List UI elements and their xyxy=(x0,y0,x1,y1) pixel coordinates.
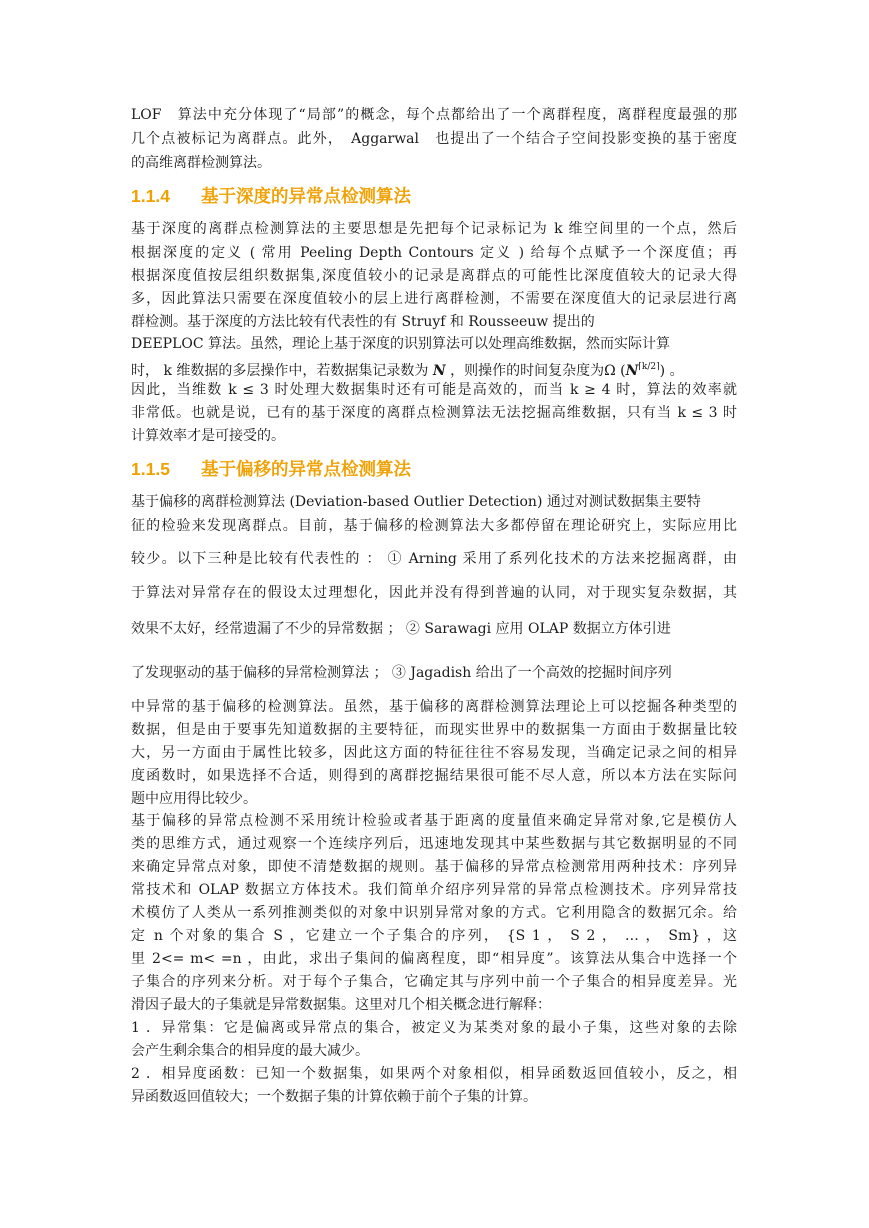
text-line-complexity xyxy=(131,357,684,377)
math-n: N xyxy=(432,363,446,379)
section-number: 1.1.4 xyxy=(131,186,170,206)
text-line: 征的检验来发现离群点。目前，基于偏移的检测算法大多都停留在理论研究上，实际应用比 xyxy=(131,518,737,534)
text-line: 会产生剩余集合的相异度的最大减少。 xyxy=(131,1043,369,1059)
text-line: 异函数返回值较大；一个数据子集的计算依赖于前个子集的计算。 xyxy=(131,1089,537,1105)
section-heading-1-1-5 xyxy=(131,457,411,481)
section-title: 基于深度的异常点检测算法 xyxy=(201,186,411,206)
text-line: LOF 算法中充分体现了“局部”的概念，每个点都给出了一个离群程度，离群程度最强的那 xyxy=(131,107,737,123)
text-line: 滑因子最大的子集就是异常数据集。这里对几个相关概念进行解释： xyxy=(131,997,551,1013)
text-line: 根据深度的定义 ( 常用 Peeling Depth Contours 定义 ) 给每个点赋予一个深度值；再 xyxy=(131,245,737,261)
text-line: 中异常的基于偏移的检测算法。虽然，基于偏移的离群检测算法理论上可以挖掘各种类型的 xyxy=(131,699,737,715)
text-line: 计算效率才是可接受的。 xyxy=(131,428,285,444)
text-line: 基于深度的离群点检测算法的主要思想是先把每个记录标记为 k 维空间里的一个点，然后 xyxy=(131,221,737,237)
section-title: 基于偏移的异常点检测算法 xyxy=(201,459,411,479)
text-line: 非常低。也就是说，已有的基于深度的离群点检测算法无法挖掘高维数据，只有当 k ≤ 3 时 xyxy=(131,405,737,421)
text-line: 的高维离群检测算法。 xyxy=(131,155,271,171)
text-line: 根据深度值按层组织数据集,深度值较小的记录是离群点的可能性比深度值较大的记录大得 xyxy=(131,268,737,284)
text-line: 因此，当维数 k ≤ 3 时处理大数据集时还有可能是高效的，而当 k ≥ 4 时，算法的效率就 xyxy=(131,382,737,398)
text-line: 1 ．异常集：它是偏离或异常点的集合，被定义为某类对象的最小子集，这些对象的去除 xyxy=(131,1020,737,1036)
section-number: 1.1.5 xyxy=(131,459,170,479)
text-line: 定 n 个对象的集合 S ，它建立一个子集合的序列， {S 1 ， S 2 ， … ， Sm} ，这 xyxy=(131,928,737,944)
text-line: 度函数时，如果选择不合适，则得到的离群挖掘结果很可能不尽人意，所以本方法在实际问 xyxy=(131,768,737,784)
text-line: DEEPLOC 算法。虽然，理论上基于深度的识别算法可以处理高维数据，然而实际计算 xyxy=(131,336,671,352)
text-line: 题中应用得比较少。 xyxy=(131,791,257,807)
text-line: 几个点被标记为离群点。此外， Aggarwal 也提出了一个结合子空间投影变换的基于密度 xyxy=(131,131,737,147)
math-n: N xyxy=(625,363,639,379)
text-line: 里 2<= m< =n ，由此，求出子集间的偏离程度，即“相异度”。该算法从集合中选择一个 xyxy=(131,951,737,967)
text-line: 于算法对异常存在的假设太过理想化，因此并没有得到普遍的认同，对于现实复杂数据，其 xyxy=(131,585,737,601)
text-line: 基于偏移的异常点检测不采用统计检验或者基于距离的度量值来确定异常对象,它是模仿人 xyxy=(131,813,737,829)
text-fragment: ，则操作的时间复杂度为Ω ( xyxy=(445,363,626,379)
text-line: 较少。以下三种是比较有代表性的 ： ① Arning 采用了系列化技术的方法来挖掘离群，由 xyxy=(131,551,737,567)
text-line: 群检测。基于深度的方法比较有代表性的有 Struyf 和 Rousseeuw 提出的 xyxy=(131,314,595,330)
text-line: 多，因此算法只需要在深度值较小的层上进行离群检测，不需要在深度值大的记录层进行离 xyxy=(131,291,737,307)
text-line: 常技术和 OLAP 数据立方体技术。我们简单介绍序列异常的异常点检测技术。序列异常技 xyxy=(131,882,737,898)
text-line: 2 ．相异度函数：已知一个数据集，如果两个对象相似，相异函数返回值较小，反之，相 xyxy=(131,1066,737,1082)
text-line: 子集合的序列来分析。对于每个子集合，它确定其与序列中前一个子集合的相异度差异。光 xyxy=(131,974,737,990)
text-line: 类的思维方式，通过观察一个连续序列后，迅速地发现其中某些数据与其它数据明显的不同 xyxy=(131,836,737,852)
text-line: 来确定异常点对象，即使不清楚数据的规则。基于偏移的异常点检测常用两种技术：序列异 xyxy=(131,859,737,875)
text-line: 效果不太好，经常遗漏了不少的异常数据 ； ② Sarawagi 应用 OLAP 数据立方体引进 xyxy=(131,621,671,637)
text-line: 数据，但是由于要事先知道数据的主要特征，而现实世界中的数据集一方面由于数据量比较 xyxy=(131,722,737,738)
text-line: 术模仿了人类从一系列推测类似的对象中识别异常对象的方式。它利用隐含的数据冗余。给 xyxy=(131,905,737,921)
text-fragment: ) 。 xyxy=(659,363,684,379)
text-fragment: 时， k 维数据的多层操作中，若数据集记录数为 xyxy=(131,363,433,379)
exponent: ⌈k/2⌉ xyxy=(638,362,660,372)
text-line: 大，另一方面由于属性比较多，因此这方面的特征往往不容易发现，当确定记录之间的相异 xyxy=(131,745,737,761)
text-line: 基于偏移的离群检测算法 (Deviation-based Outlier Detection) 通过对测试数据集主要特 xyxy=(131,494,701,510)
text-line: 了发现驱动的基于偏移的异常检测算法 ； ③ Jagadish 给出了一个高效的挖掘时间序列 xyxy=(131,665,672,681)
section-heading-1-1-4 xyxy=(131,184,411,208)
